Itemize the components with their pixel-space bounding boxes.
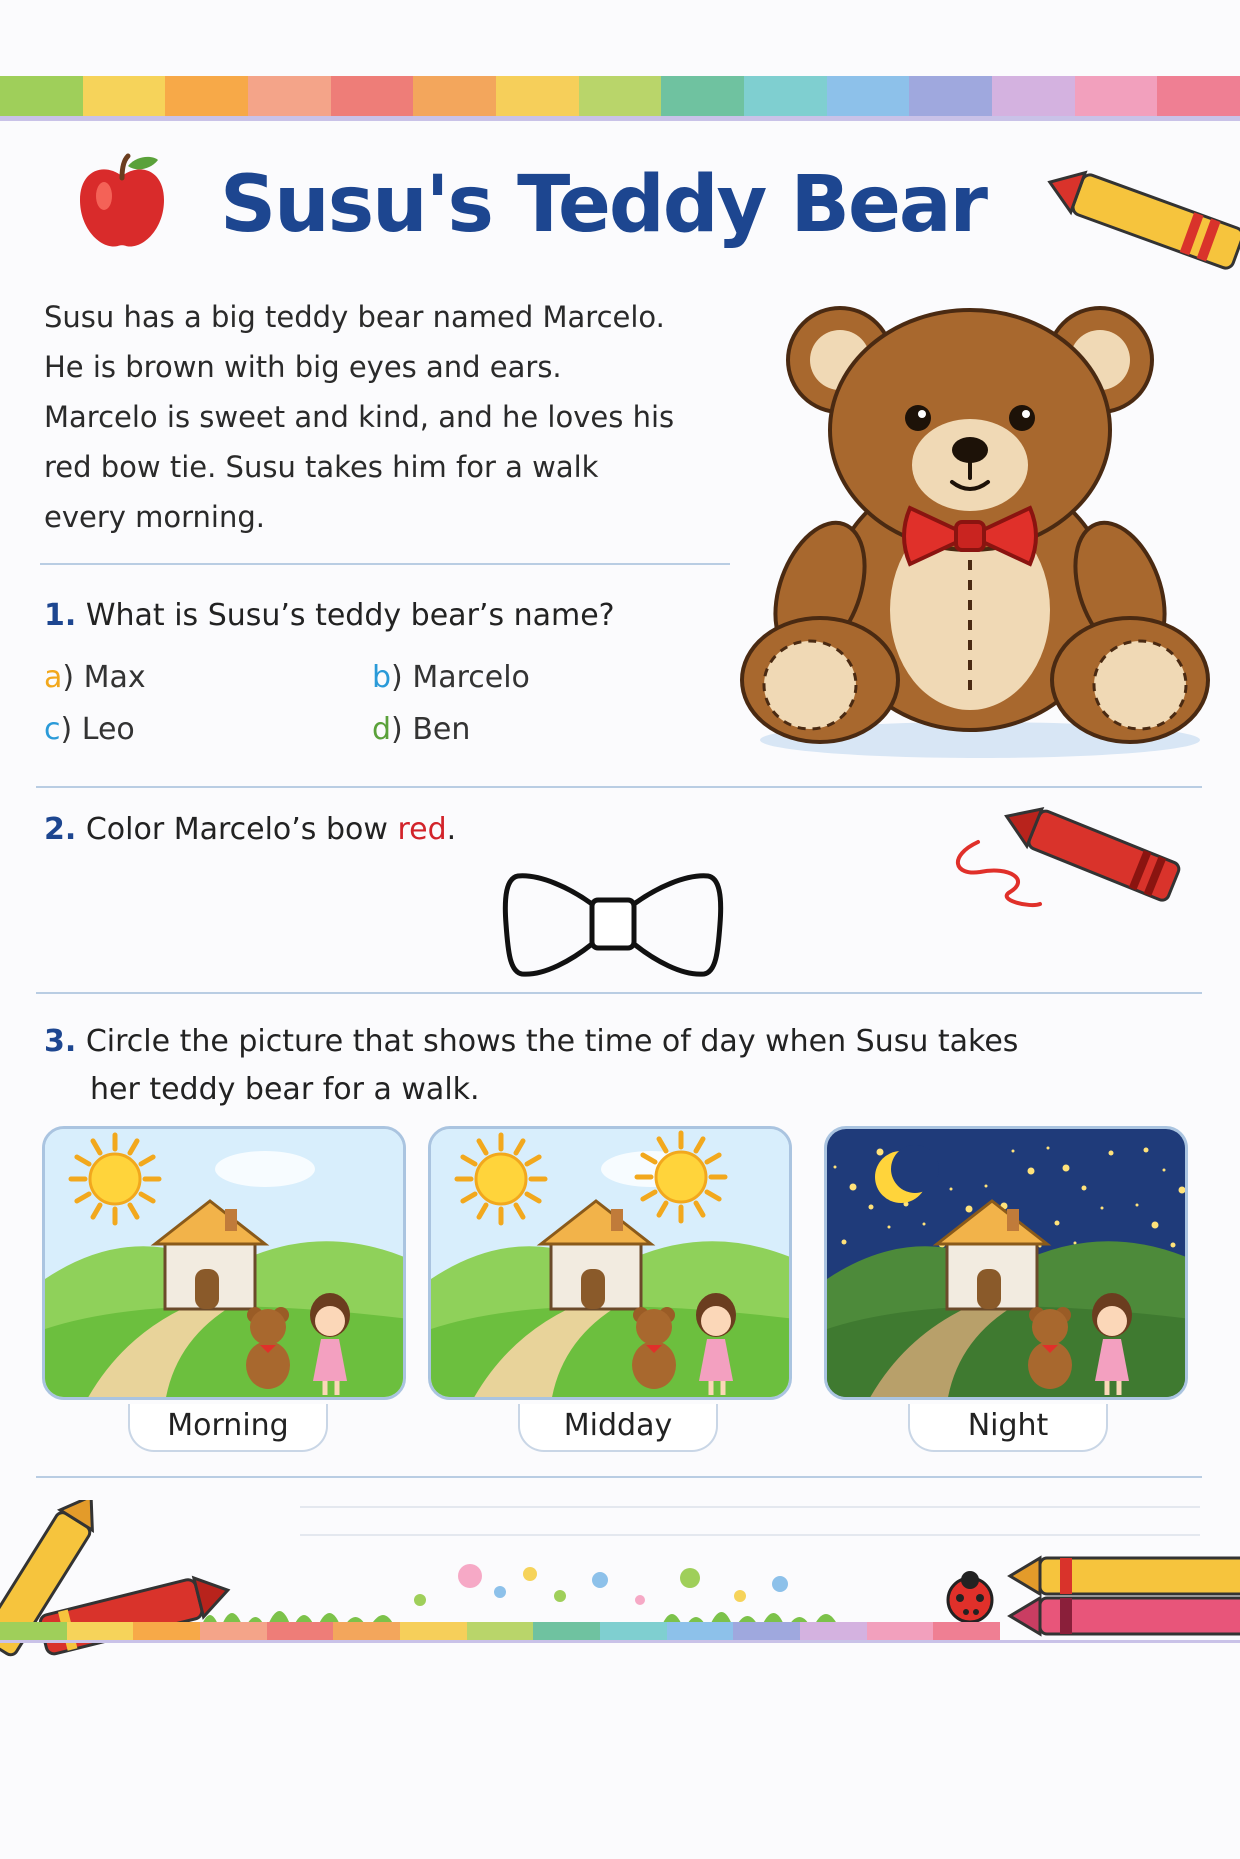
- star-icon: [985, 1185, 988, 1188]
- picture-choice-midday[interactable]: [428, 1126, 792, 1400]
- stripe-segment: [1157, 76, 1240, 116]
- option-text: Max: [83, 660, 146, 695]
- stripe-segment: [496, 76, 579, 116]
- red-crayon-icon: [940, 800, 1190, 920]
- star-icon: [827, 1134, 829, 1137]
- stripe-segment: [333, 1622, 400, 1640]
- star-icon: [1136, 1204, 1139, 1207]
- small-bear-illustration: [632, 1307, 676, 1389]
- option-text: Marcelo: [412, 660, 530, 695]
- stripe-segment: [413, 76, 496, 116]
- stripe-segment: [533, 1622, 600, 1640]
- section-divider: [36, 1476, 1202, 1478]
- question-number: 2.: [44, 812, 77, 847]
- question-punct: .: [446, 812, 457, 847]
- section-divider: [40, 563, 730, 565]
- star-icon: [834, 1166, 837, 1169]
- option-text: Leo: [81, 712, 135, 747]
- star-icon: [1028, 1168, 1035, 1175]
- stripe-segment: [200, 1622, 267, 1640]
- option-letter: c: [44, 712, 61, 747]
- stripe-segment: [1075, 76, 1158, 116]
- top-stripe-underline: [0, 116, 1240, 121]
- ladybug-icon: [940, 1568, 1000, 1626]
- option-text: Ben: [412, 712, 471, 747]
- section-divider: [36, 992, 1202, 994]
- question-text: Color Marcelo’s bow: [85, 812, 398, 847]
- answer-option-d[interactable]: d) Ben: [372, 712, 471, 747]
- question-3: [44, 1024, 1018, 1059]
- picture-choice-night[interactable]: [824, 1126, 1188, 1400]
- choice-label-night[interactable]: Night: [908, 1404, 1108, 1452]
- star-icon: [1152, 1222, 1159, 1229]
- stripe-segment: [827, 76, 910, 116]
- star-icon: [1055, 1221, 1060, 1226]
- star-icon: [1063, 1165, 1070, 1172]
- option-letter: a: [44, 660, 63, 695]
- stripe-segment: [467, 1622, 534, 1640]
- star-icon: [1171, 1243, 1176, 1248]
- stripe-segment: [400, 1622, 467, 1640]
- star-icon: [869, 1205, 874, 1210]
- story-text: [44, 292, 764, 542]
- choice-label-midday[interactable]: Midday: [518, 1404, 718, 1452]
- stripe-segment: [0, 76, 83, 116]
- stripe-segment: [267, 1622, 334, 1640]
- bottom-stripe-underline: [0, 1640, 1240, 1643]
- star-icon: [950, 1188, 953, 1191]
- star-icon: [923, 1223, 926, 1226]
- top-color-stripe: [0, 76, 1240, 116]
- small-bear-illustration: [1028, 1307, 1072, 1389]
- story-line: Marcelo is sweet and kind, and he loves his: [44, 400, 675, 434]
- stripe-segment: [600, 1622, 667, 1640]
- answer-option-b[interactable]: b) Marcelo: [372, 660, 530, 695]
- stripe-segment: [933, 1622, 1000, 1640]
- stripe-segment: [331, 76, 414, 116]
- story-line: every morning.: [44, 500, 265, 534]
- stripe-segment: [133, 1622, 200, 1640]
- stripe-segment: [165, 76, 248, 116]
- highlight-word: red: [397, 812, 447, 847]
- section-divider: [36, 786, 1202, 788]
- picture-choice-morning[interactable]: [42, 1126, 406, 1400]
- stripe-segment: [909, 76, 992, 116]
- question-text: Circle the picture that shows the time of day when Susu takes: [85, 1024, 1019, 1059]
- question-3-line-2: [90, 1072, 480, 1107]
- worksheet-title: Susu's Teddy Bear: [220, 160, 986, 250]
- stripe-segment: [248, 76, 331, 116]
- option-letter: d: [372, 712, 392, 747]
- story-line: He is brown with big eyes and ears.: [44, 350, 562, 384]
- story-line: red bow tie. Susu takes him for a walk: [44, 450, 599, 484]
- stripe-segment: [992, 76, 1075, 116]
- question-1: [44, 598, 615, 633]
- stripe-segment: [67, 1622, 134, 1640]
- star-icon: [1179, 1187, 1186, 1194]
- question-text: What is Susu’s teddy bear’s name?: [85, 598, 615, 633]
- star-icon: [888, 1226, 891, 1229]
- apple-icon: [74, 152, 170, 252]
- stripe-segment: [744, 76, 827, 116]
- stripe-segment: [0, 1622, 67, 1640]
- teddy-bear-illustration: [730, 300, 1230, 770]
- star-icon: [966, 1206, 973, 1213]
- star-icon: [850, 1184, 857, 1191]
- stripe-segment: [83, 76, 166, 116]
- story-line: Susu has a big teddy bear named Marcelo.: [44, 300, 665, 334]
- star-icon: [1082, 1186, 1087, 1191]
- stripe-segment: [733, 1622, 800, 1640]
- star-icon: [1144, 1148, 1149, 1153]
- question-number: 1.: [44, 598, 77, 633]
- stripe-segment: [867, 1622, 934, 1640]
- star-icon: [877, 1149, 884, 1156]
- stripe-segment: [800, 1622, 867, 1640]
- stripe-segment: [667, 1622, 734, 1640]
- star-icon: [1163, 1169, 1166, 1172]
- answer-option-c[interactable]: c) Leo: [44, 712, 135, 747]
- crayons-bottom-right: [1000, 1548, 1240, 1648]
- star-icon: [1012, 1150, 1015, 1153]
- choice-label-morning[interactable]: Morning: [128, 1404, 328, 1452]
- option-letter: b: [372, 660, 392, 695]
- question-text: her teddy bear for a walk.: [90, 1072, 480, 1107]
- question-number: 3.: [44, 1024, 77, 1059]
- answer-option-a[interactable]: a) Max: [44, 660, 146, 695]
- star-icon: [1101, 1207, 1104, 1210]
- star-icon: [1047, 1147, 1050, 1150]
- bottom-color-stripe: [0, 1622, 1000, 1640]
- bow-outline[interactable]: [500, 868, 726, 982]
- stripe-segment: [579, 76, 662, 116]
- star-icon: [1109, 1151, 1114, 1156]
- stripe-segment: [661, 76, 744, 116]
- question-2: [44, 812, 456, 847]
- crayon-icon: [1040, 160, 1240, 270]
- small-bear-illustration: [246, 1307, 290, 1389]
- star-icon: [842, 1240, 847, 1245]
